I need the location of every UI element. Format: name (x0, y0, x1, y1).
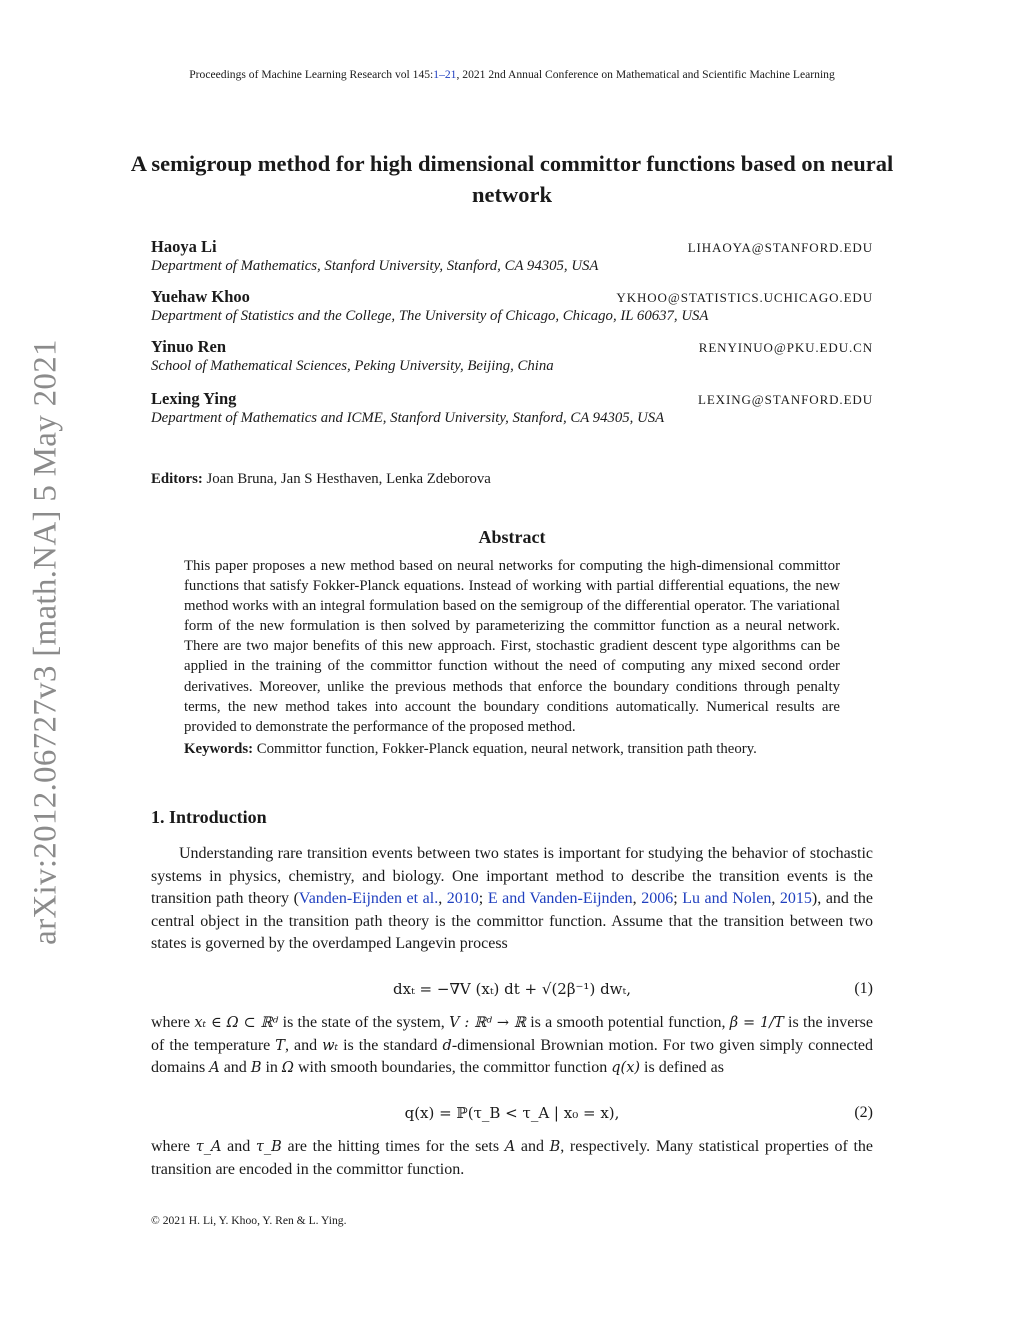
math-inline: wₜ (322, 1037, 339, 1054)
math-inline: Ω (281, 1060, 294, 1077)
citation-year-link[interactable]: 2010 (446, 890, 479, 908)
equation-1 (151, 980, 873, 1004)
abstract-body (184, 556, 840, 759)
math-inline: β = 1/T (729, 1015, 784, 1031)
editors-line (151, 471, 491, 488)
running-header (0, 68, 1024, 81)
author-name: Lexing Ying (151, 389, 237, 408)
text-run: is the state of the system, (278, 1014, 450, 1031)
text-run: , respectively. Many statistical properties of the transition are encoded in the committor function. (151, 1138, 874, 1178)
math-inline: q(x) (611, 1060, 641, 1077)
text-run: is a smooth potential function, (525, 1014, 730, 1031)
author-affiliation: Department of Statistics and the College, The University of Chicago, Chicago, IL 60637, USA (151, 308, 709, 324)
author-affiliation: Department of Mathematics, Stanford University, Stanford, CA 94305, USA (151, 258, 599, 274)
arxiv-id-stamp: arXiv:2012.06727v3 [math.NA] 5 May 2021 (27, 339, 64, 945)
text-run: with smooth boundaries, the committor function (293, 1059, 612, 1077)
citation-year-link[interactable]: 2006 (641, 890, 674, 908)
citation-link[interactable]: Lu and Nolen (682, 890, 772, 908)
math-inline: τ_A (195, 1139, 222, 1155)
math-inline: d (442, 1037, 452, 1054)
math-inline: τ_B (255, 1139, 282, 1155)
author-affiliation: Department of Mathematics and ICME, Stanford University, Stanford, CA 94305, USA (151, 410, 665, 426)
abstract-text: This paper proposes a new method based on neural networks for computing the high-dimensional committor functions that satisfy Fokker-Planck equations. Instead of working with partial differential equations, the new method works with an integral formulation based on the semigroup of the differential operator. The variational form of the new formulation is then solved by parameterizing the committor function as a neural network. There are two major benefits of this new approach. First, stochastic gradient descent type algorithms can be applied in the training of the committor function without the need of computing any mixed second order derivatives. Moreover, unlike the previous methods that enforce the boundary conditions through penalty terms, the new method takes into account the boundary conditions automatically. Numerical results are provided to demonstrate the performance of the proposed method. (184, 558, 840, 735)
math-inline: T (275, 1037, 285, 1054)
text-run: in (261, 1059, 282, 1077)
author-name: Yinuo Ren (151, 337, 227, 356)
text-run: is the inverse of the temperature (151, 1014, 874, 1054)
citation-link[interactable]: E and Vanden-Eijnden (487, 890, 633, 908)
text-run: is the standard (338, 1036, 443, 1054)
intro-paragraph-3 (151, 1136, 873, 1181)
text-run: and (221, 1138, 256, 1155)
math-inline: A (504, 1139, 516, 1155)
abstract-heading: Abstract (478, 527, 546, 547)
section-heading-introduction: 1. Introduction (151, 807, 267, 827)
text-run: , and (284, 1036, 323, 1054)
keywords-label: Keywords: (184, 740, 254, 757)
keywords-list: Committor function, Fokker-Planck equation, neural network, transition path theory. (256, 740, 757, 757)
author-name: Haoya Li (151, 237, 217, 256)
intro-paragraph-1: Understanding rare transition events between two states is important for studying the behavior of stochastic systems in physics, chemistry, and biology. One important method to describe the transition events is the transition path theory (Vanden-Eijnden et al., 2010; E and Vanden-Eijnden, 2006; Lu and Nolen, 2015), and the central object in the transition path theory is the committor function. Assume that the transition between two states is governed by the overdamped Langevin process (151, 845, 874, 953)
editors-names: Joan Bruna, Jan S Hesthaven, Lenka Zdeborova (206, 471, 491, 487)
header-suffix: , 2021 2nd Annual Conference on Mathematical and Scientific Machine Learning (456, 68, 835, 81)
equation-2-expression: q(x) = ℙ(τ_B < τ_A | x₀ = x), (404, 1104, 620, 1122)
text-run: ), and the central object in the transition path theory is the committor function. Assume that the transition between two states is governed by the overdamped Langevin process (151, 890, 874, 953)
math-inline: B (549, 1139, 561, 1155)
text-run: and (219, 1059, 251, 1077)
text-run: Understanding rare transition events between two states is important for studying the behavior of stochastic systems in physics, chemistry, and biology. One important method to describe the transition events is the transition path theory ( (151, 845, 873, 908)
math-inline: A (209, 1060, 220, 1077)
citation-year-link[interactable]: 2015 (779, 890, 812, 908)
header-prefix: Proceedings of Machine Learning Research vol 145: (189, 68, 434, 81)
keywords-line (184, 739, 840, 759)
copyright-notice: © 2021 H. Li, Y. Khoo, Y. Ren & L. Ying. (151, 1214, 347, 1227)
author-email[interactable]: LIHAOYA@STANFORD.EDU (687, 240, 873, 255)
text-run: -dimensional Brownian motion. For two given simply connected domains (151, 1036, 873, 1077)
equation-2 (151, 1104, 873, 1128)
math-inline: B (250, 1060, 262, 1077)
author-affiliation: School of Mathematical Sciences, Peking University, Beijing, China (151, 358, 554, 374)
citation-link[interactable]: Vanden-Eijnden et al. (298, 890, 439, 908)
intro-paragraph-2 (151, 1012, 873, 1080)
text-run: and (515, 1138, 550, 1155)
arxiv-sidebar (26, 332, 66, 952)
text-run: where (151, 1014, 195, 1031)
equation-1-expression: dxₜ = −∇V (xₜ) dt + √(2β⁻¹) dwₜ, (393, 980, 631, 998)
author-email[interactable]: RENYINUO@PKU.EDU.CN (698, 340, 873, 355)
author-name: Yuehaw Khoo (151, 287, 250, 306)
text-run: are the hitting times for the sets (281, 1138, 505, 1155)
paper-title: A semigroup method for high dimensional committor functions based on neural network (130, 151, 894, 207)
author-email[interactable]: YKHOO@STATISTICS.UCHICAGO.EDU (616, 290, 873, 305)
header-pages-link[interactable]: 1–21 (433, 68, 457, 81)
equation-1-number: (1) (854, 980, 873, 997)
editors-label: Editors: (151, 471, 203, 487)
text-run: is defined as (640, 1059, 725, 1077)
equation-2-number: (2) (854, 1104, 873, 1121)
math-inline: V : ℝᵈ → ℝ (449, 1015, 526, 1031)
text-run: where (151, 1138, 196, 1155)
author-email[interactable]: LEXING@STANFORD.EDU (698, 392, 873, 407)
math-inline: xₜ ∈ Ω ⊂ ℝᵈ (194, 1015, 279, 1031)
